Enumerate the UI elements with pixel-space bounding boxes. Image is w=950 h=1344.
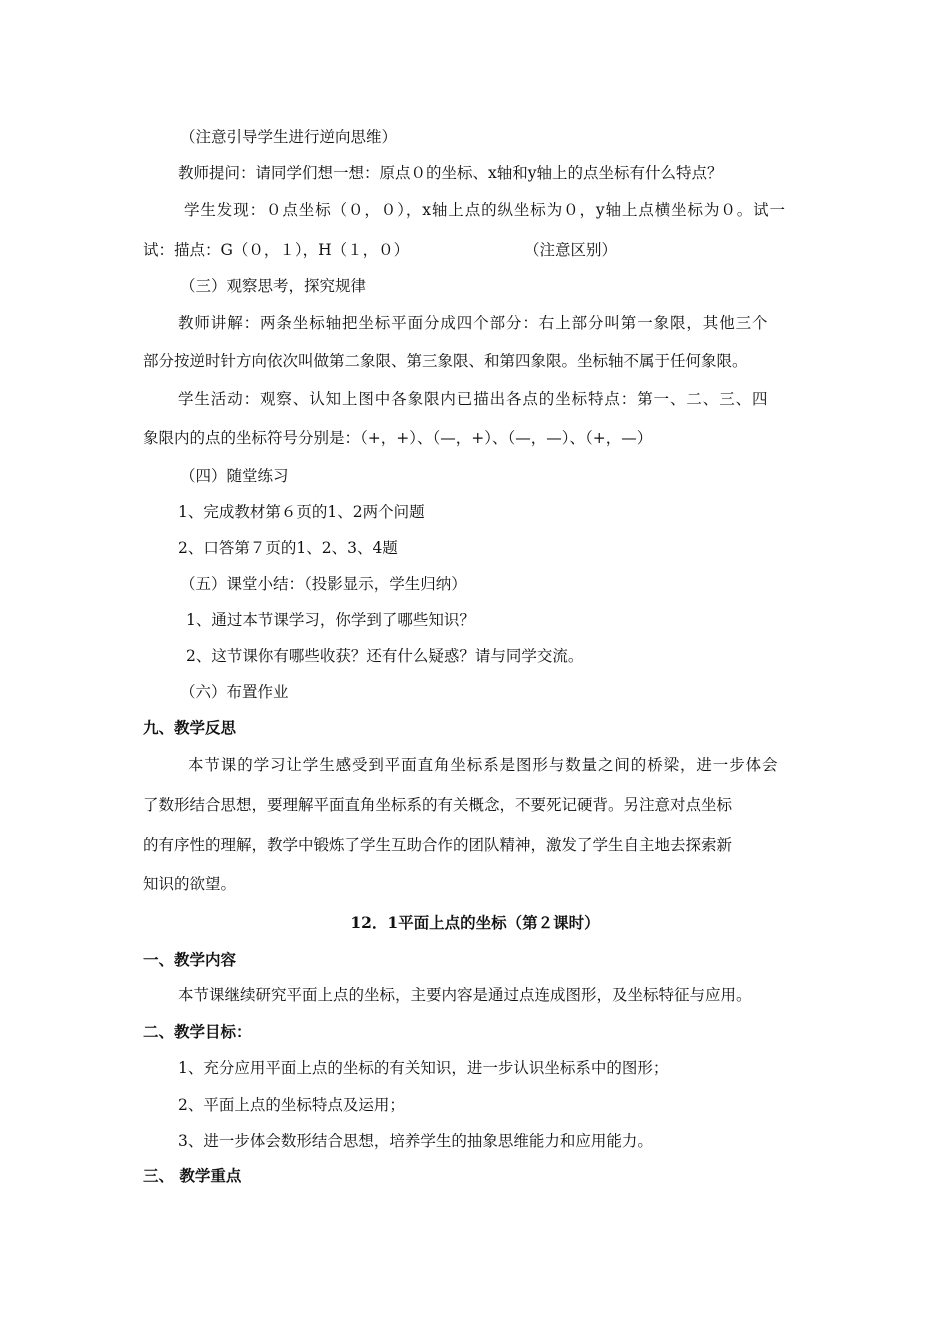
section-heading: （四）随堂练习 [180, 467, 289, 485]
paragraph-line: 教师提问：请同学们想一想：原点０的坐标、x轴和y轴上的点坐标有什么特点？ [178, 164, 723, 182]
paragraph-line: （注意引导学生进行逆向思维） [180, 128, 398, 146]
paragraph-line: 了数形结合思想，要理解平面直角坐标系的有关概念，不要死记硬背。另注意对点坐标 [143, 796, 733, 814]
list-item: 2、口答第７页的1、2、3、4题 [178, 539, 398, 557]
chapter-heading: 一、教学内容 [143, 950, 237, 969]
paragraph-line: 的有序性的理解，教学中锻炼了学生互助合作的团队精神，激发了学生自主地去探索新 [143, 836, 733, 854]
paragraph-line: 教师讲解：两条坐标轴把坐标平面分成四个部分：右上部分叫第一象限，其他三个 [178, 314, 769, 332]
paragraph-line: 试：描点：G（０，１），H（１，０） [143, 241, 410, 259]
list-item: 3、进一步体会数形结合思想，培养学生的抽象思维能力和应用能力。 [178, 1132, 653, 1150]
paragraph-line: 部分按逆时针方向依次叫做第二象限、第三象限、和第四象限。坐标轴不属于任何象限。 [143, 352, 748, 370]
list-item: 2、平面上点的坐标特点及运用； [178, 1096, 405, 1114]
paragraph-line: 学生活动：观察、认知上图中各象限内已描出各点的坐标特点：第一、二、三、四 [178, 390, 769, 408]
section-heading: （五）课堂小结：（投影显示，学生归纳） [180, 575, 467, 593]
list-item: 2、这节课你有哪些收获？还有什么疑惑？请与同学交流。 [186, 647, 584, 665]
list-item: 1、通过本节课学习，你学到了哪些知识？ [186, 611, 475, 629]
section-heading: （六）布置作业 [180, 683, 289, 701]
chapter-heading: 三、 教学重点 [143, 1166, 242, 1185]
paragraph-line: 知识的欲望。 [143, 875, 237, 893]
section-heading: （三）观察思考，探究规律 [180, 277, 367, 295]
chapter-heading: 二、教学目标： [143, 1022, 252, 1041]
lesson-title: 12．1平面上点的坐标（第２课时） [350, 913, 600, 932]
paragraph-line: 本节课的学习让学生感受到平面直角坐标系是图形与数量之间的桥梁，进一步体会 [188, 756, 779, 774]
list-item: 1、完成教材第６页的1、2两个问题 [178, 503, 425, 521]
paragraph-line: （注意区别） [524, 241, 618, 259]
list-item: 1、充分应用平面上点的坐标的有关知识，进一步认识坐标系中的图形； [178, 1059, 669, 1077]
paragraph-line: 学生发现：０点坐标（０，０），x轴上点的纵坐标为０，y轴上点横坐标为０。试一 [184, 201, 786, 219]
chapter-heading: 九、教学反思 [143, 718, 237, 737]
paragraph-line: 象限内的点的坐标符号分别是：（+，+）、（—，+）、（—，—）、（+，—） [143, 429, 653, 447]
paragraph-line: 本节课继续研究平面上点的坐标，主要内容是通过点连成图形，及坐标特征与应用。 [178, 986, 752, 1004]
